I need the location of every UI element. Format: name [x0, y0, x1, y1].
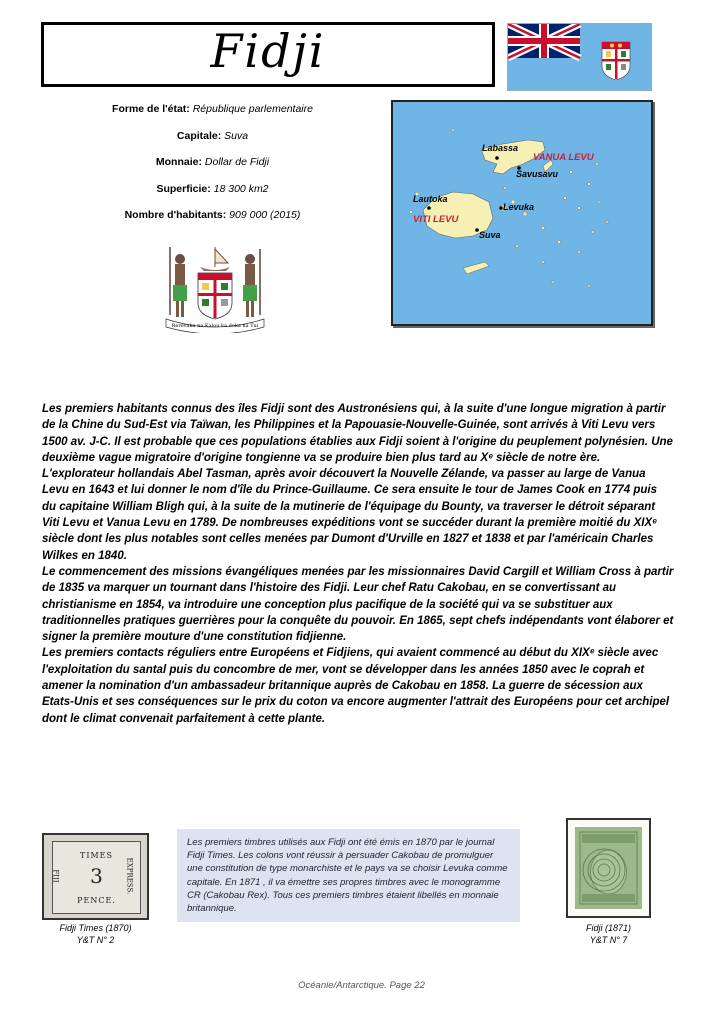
- fiji-flag: [507, 23, 652, 91]
- map-image: [393, 102, 651, 324]
- map-label-viti-levu: VITI LEVU: [413, 214, 459, 225]
- capitale-label: Capitale:: [176, 129, 222, 142]
- map-label-labasa: Labassa: [482, 143, 519, 153]
- forme-label: Forme de l'état:: [112, 103, 190, 115]
- map-label-levuka: Levuka: [503, 202, 535, 212]
- stamp1-top-text: TIMES: [79, 851, 113, 860]
- stamp1-bottom-text: PENCE.: [77, 896, 116, 905]
- stamp1-inner: [52, 841, 141, 914]
- coat-of-arms: [160, 243, 270, 333]
- fiji-map: [391, 100, 653, 326]
- map-label-suva: Suva: [479, 230, 501, 240]
- stamp-fidji-1871: [566, 818, 651, 918]
- stamp2-caption-ref: Y&T N° 7: [589, 935, 628, 945]
- forme-value: République parlementaire: [192, 103, 313, 115]
- stamp2-caption-title: Fidji (1871): [585, 923, 632, 933]
- page-title: Fidji: [210, 23, 326, 78]
- page-footer: Océanie/Antarctique. Page 22: [298, 980, 425, 991]
- history-paragraph-4: Les premiers contacts réguliers entre Européens et Fidjiens, qui avaient commencé au début du XIXᵉ siècle avec l'exploitation du santal puis du concombre de mer, vont se développer dans les années 1850 avec le coprah et amener la nomination d'un ambassadeur britannique auprès de Cakobau en 1858. La guerre de sécession aux Etats-Unis et ses conséquences sur le prix du coton va encore augmenter l'attrait des Européens pour cet archipel dont le climat convenait parfaitement à cette plante.: [42, 647, 670, 725]
- habitants-value: 909 000 (2015): [229, 209, 301, 221]
- map-label-lautoka: Lautoka: [413, 194, 448, 204]
- superficie-value: 18 300 km2: [213, 182, 269, 195]
- map-label-savusavu: Savusavu: [516, 169, 559, 179]
- history-paragraph-1: Les premiers habitants connus des îles Fidji sont des Austronésiens qui, à la suite d'une longue migration à partir de la Chine du Sud-Est via Taïwan, les Philippines et la Papouasie-Nouvelle-Guinée, sont arrivés à Viti Levu vers 1500 av. J-C. Il est probable que ces populations établies aux Fidji soient à l'origine du peuplement polynésien. Une deuxième vague migratoire d'origine tongienne va se produire bien plus tard au Xᵉ siècle de notre ère.: [42, 403, 673, 464]
- superficie-label: Superficie:: [156, 182, 211, 195]
- habitants-label: Nombre d'habitants:: [124, 209, 227, 221]
- history-paragraph-3: Le commencement des missions évangéliques menées par les missionnaires David Cargill et William Cross à partir de 1835 va marquer un tournant dans l'histoire des Fidji. Leur chef Ratu Cakobau, en se convertissant au christianisme en 1854, va introduire une conception plus pacifique de la société qui va se substituer aux traditionnelles pratiques guerrières pour la conquête du pouvoir. En 1865, sept chefs indépendants vont élaborer et signer la première mouture d'une constitution fidjienne.: [42, 565, 674, 644]
- info-habitants: [40, 202, 385, 229]
- stamp1-right-text: EXPRESS.: [125, 857, 134, 895]
- stamp-fiji-times: [42, 833, 149, 920]
- stamp1-caption: [42, 922, 149, 946]
- flag-image: [508, 24, 652, 91]
- monnaie-label: Monnaie:: [155, 156, 202, 168]
- stamp2-caption: [556, 922, 661, 946]
- stamp1-caption-ref: Y&T N° 2: [76, 935, 115, 945]
- history-paragraph-2: L'explorateur hollandais Abel Tasman, après avoir découvert la Nouvelle Zélande, va passer au large de Vanua Levu en 1643 et lui donner le nom d'île du Prince-Guillaume. Ce sera ensuite le tour de James Cook en 1774 puis du capitaine William Bligh qui, à la suite de la mutinerie de l'équipage du Bounty, va traverser le détroit séparant Viti Levu et Vanua Levu en 1789. De nombreuses expéditions vont se succéder durant la première moitié du XIXᵉ siècle dont les plus notables sont celles menées par Dumont d'Urville en 1827 et 1838 et par l'américain Charles Wilkes en 1840.: [42, 468, 657, 562]
- capitale-value: Suva: [224, 129, 249, 142]
- history-text: [42, 401, 674, 727]
- info-monnaie: [40, 149, 385, 176]
- coat-of-arms-image: [160, 243, 270, 333]
- coat-motto: Rerevaka na Kalou ka doka na Tui: [171, 323, 259, 329]
- stamp1-number: 3: [90, 864, 103, 888]
- info-forme: [40, 96, 385, 123]
- stamp1-left-text: FIJI: [51, 869, 60, 883]
- monnaie-value: Dollar de Fidji: [204, 156, 270, 168]
- stamp2-image: [568, 820, 649, 916]
- info-capitale: [40, 123, 385, 150]
- stamps-note: Les premiers timbres utilisés aux Fidji ont été émis en 1870 par le journal Fidji Times. Les colons vont réussir à persuader Cakobau de promulguer une constitution de type monarchiste et le pays va se choisir Levuka comme capitale. En 1871 , il va émettre ses propres timbres avec le monogramme CR (Cakobau Rex). Tous ces premiers timbres étaient libellés en monnaie britannique.: [177, 829, 520, 922]
- info-superficie: [40, 176, 385, 203]
- country-info: [40, 96, 385, 229]
- title-box: [41, 22, 495, 87]
- stamp1-caption-title: Fidji Times (1870): [59, 923, 132, 933]
- map-label-vanua-levu: VANUA LEVU: [533, 152, 594, 163]
